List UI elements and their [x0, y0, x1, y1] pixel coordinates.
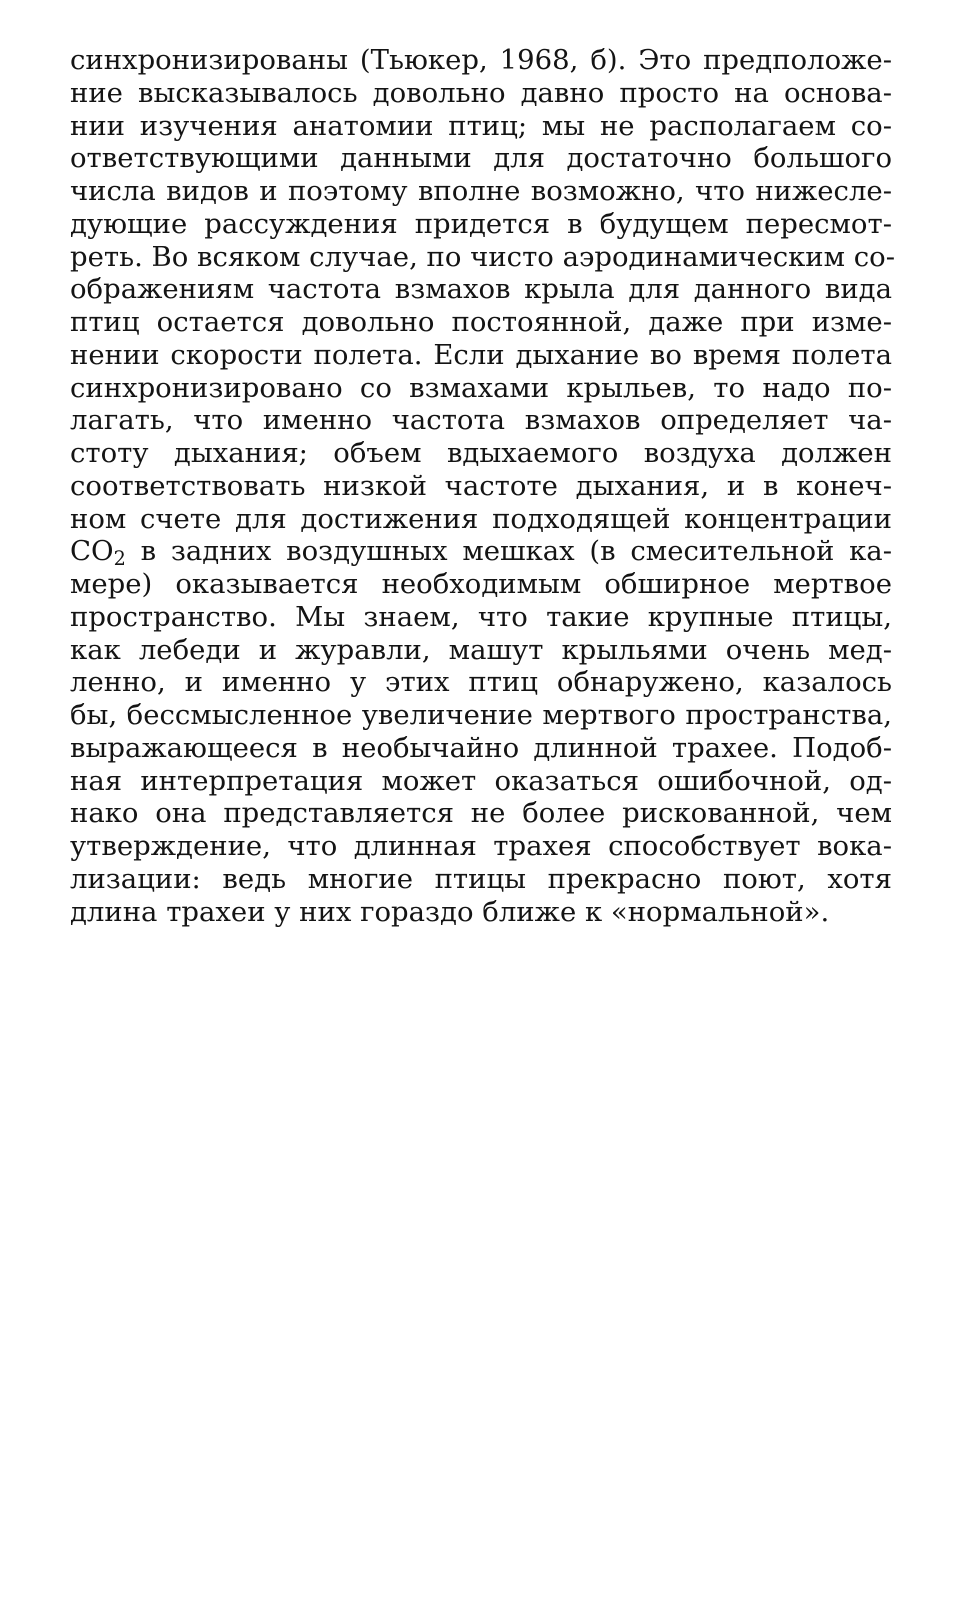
text-line: ная интерпретация может оказаться ошибочной, од-	[70, 764, 892, 797]
text-line-rest: в задних воздушных мешках (в смесительной ка-	[125, 535, 892, 568]
co2-formula: CO	[70, 535, 114, 568]
text-line: нии изучения анатомии птиц; мы не располагаем со-	[70, 109, 892, 142]
text-line: стоту дыхания; объем вдыхаемого воздуха должен	[70, 437, 892, 469]
text-line: числа видов и поэтому вполне возможно, что нижесле-	[70, 175, 892, 207]
text-line: соответствовать низкой частоте дыхания, и в конеч-	[70, 469, 892, 502]
text-line: ображениям частота взмахов крыла для данного вида	[70, 273, 892, 306]
text-line: утверждение, что длинная трахея способствует вока-	[70, 830, 892, 862]
text-line: ном счете для достижения подходящей концентрации	[70, 502, 892, 535]
text-line: нако она представляется не более рискованной, чем	[70, 797, 892, 830]
text-line: лизации: ведь многие птицы прекрасно поют, хотя	[70, 862, 892, 895]
text-line-co2	[70, 535, 892, 571]
text-body	[70, 44, 896, 928]
text-line: синхронизировано со взмахами крыльев, то надо по-	[70, 371, 892, 404]
text-line: ленно, и именно у этих птиц обнаружено, казалось	[70, 666, 892, 699]
text-line: ние высказывалось довольно давно просто на основа-	[70, 76, 892, 109]
text-line: птиц остается довольно постоянной, даже при изме-	[70, 306, 892, 338]
text-line: как лебеди и журавли, машут крыльями очень мед-	[70, 633, 892, 666]
text-line: ответствующими данными для достаточно большого	[70, 142, 892, 175]
text-line: мере) оказывается необходимым обширное мертвое	[70, 568, 892, 600]
text-line: синхронизированы (Тьюкер, 1968, б). Это предположе-	[70, 44, 892, 76]
text-line: выражающееся в необычайно длинной трахее. Подоб-	[70, 731, 892, 764]
co2-subscript: 2	[113, 547, 126, 571]
text-line-last: длина трахеи у них гораздо ближе к «нормальной».	[70, 895, 830, 928]
text-line: пространство. Мы знаем, что такие крупные птицы,	[70, 600, 892, 633]
text-line: дующие рассуждения придется в будущем пересмот-	[70, 207, 892, 240]
text-line: реть. Во всяком случае, по чисто аэродинамическим со-	[70, 240, 896, 273]
text-line: бы, бессмысленное увеличение мертвого пространства,	[70, 699, 892, 731]
text-line: лагать, что именно частота взмахов определяет ча-	[70, 404, 892, 437]
text-line: нении скорости полета. Если дыхание во время полета	[70, 338, 892, 371]
